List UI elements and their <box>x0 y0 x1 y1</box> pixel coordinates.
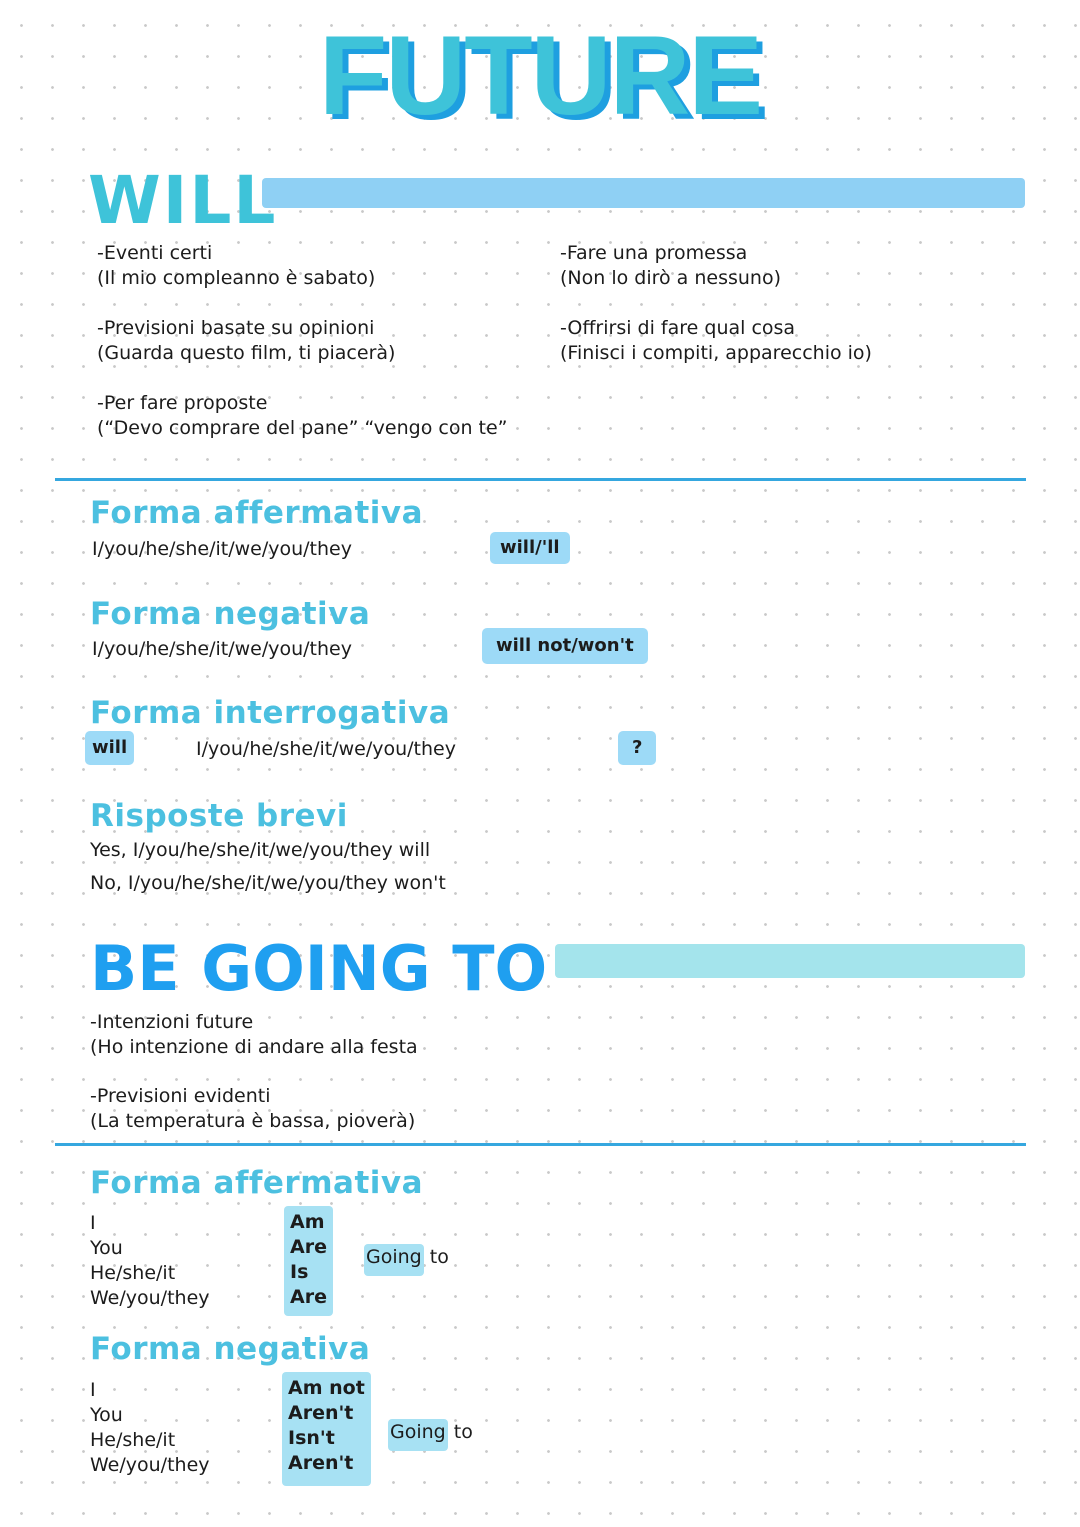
page-title: FUTURE <box>318 13 762 138</box>
will-use-example: (Non lo dirò a nessuno) <box>560 267 782 289</box>
will-use-3 <box>97 391 508 441</box>
going-affirmative-verbs: Am Are Is Are <box>284 1206 333 1316</box>
going-negative-going-to <box>388 1420 473 1444</box>
short-answers-heading: Risposte brevi <box>90 798 348 834</box>
going-affirmative-subjects: I You He/she/it We/you/they <box>90 1212 210 1309</box>
going-affirmative-heading: Forma affermativa <box>90 1165 424 1201</box>
will-use-4 <box>560 241 781 291</box>
will-use-label: -Offrirsi di fare qual cosa <box>560 317 796 339</box>
will-highlight-bar <box>262 178 1025 208</box>
short-answer-no: No, I/you/he/she/it/we/you/they won't <box>90 872 446 894</box>
going-use-label: -Intenzioni future <box>90 1011 254 1033</box>
will-interrogative-verb: will <box>85 731 134 765</box>
will-negative-subject: I/you/he/she/it/we/you/they <box>92 638 352 660</box>
going-negative-heading: Forma negativa <box>90 1331 371 1367</box>
will-use-label: -Previsioni basate su opinioni <box>97 317 375 339</box>
short-answer-yes: Yes, I/you/he/she/it/we/you/they will <box>90 839 431 861</box>
going-use-example: (Ho intenzione di andare alla festa <box>90 1036 418 1058</box>
will-interrogative-mark: ? <box>618 731 656 765</box>
section-divider <box>55 1143 1026 1146</box>
going-heading: BE GOING TO <box>90 932 548 1005</box>
will-use-label: -Per fare proposte <box>97 392 268 414</box>
going-negative-verbs: Am not Aren't Isn't Aren't <box>282 1372 371 1486</box>
going-word: Going <box>388 1419 448 1451</box>
will-interrogative-subject: I/you/he/she/it/we/you/they <box>196 738 456 760</box>
will-use-label: -Eventi certi <box>97 242 213 264</box>
will-use-example: (Guarda questo film, ti piacerà) <box>97 342 396 364</box>
going-negative-subjects: I You He/she/it We/you/they <box>90 1379 210 1476</box>
to-word: to <box>453 1421 473 1443</box>
will-interrogative-heading: Forma interrogativa <box>90 695 451 731</box>
going-use-2 <box>90 1084 415 1134</box>
will-heading: WILL <box>88 162 278 239</box>
will-use-label: -Fare una promessa <box>560 242 748 264</box>
going-use-label: -Previsioni evidenti <box>90 1085 271 1107</box>
will-negative-heading: Forma negativa <box>90 596 371 632</box>
going-use-1 <box>90 1010 418 1060</box>
to-word: to <box>429 1246 449 1268</box>
going-word: Going <box>364 1244 424 1276</box>
will-use-5 <box>560 316 872 366</box>
will-affirmative-verb: will/'ll <box>490 532 570 564</box>
going-use-example: (La temperatura è bassa, pioverà) <box>90 1110 416 1132</box>
will-affirmative-heading: Forma affermativa <box>90 495 424 531</box>
will-use-2 <box>97 316 395 366</box>
will-use-example: (“Devo comprare del pane” “vengo con te” <box>97 417 508 439</box>
going-highlight-bar <box>555 944 1025 978</box>
section-divider <box>55 478 1026 481</box>
going-affirmative-going-to <box>364 1245 449 1269</box>
will-use-example: (Finisci i compiti, apparecchio io) <box>560 342 872 364</box>
will-use-1 <box>97 241 375 291</box>
will-negative-verb: will not/won't <box>482 628 648 664</box>
will-affirmative-subject: I/you/he/she/it/we/you/they <box>92 538 352 560</box>
will-use-example: (Il mio compleanno è sabato) <box>97 267 376 289</box>
